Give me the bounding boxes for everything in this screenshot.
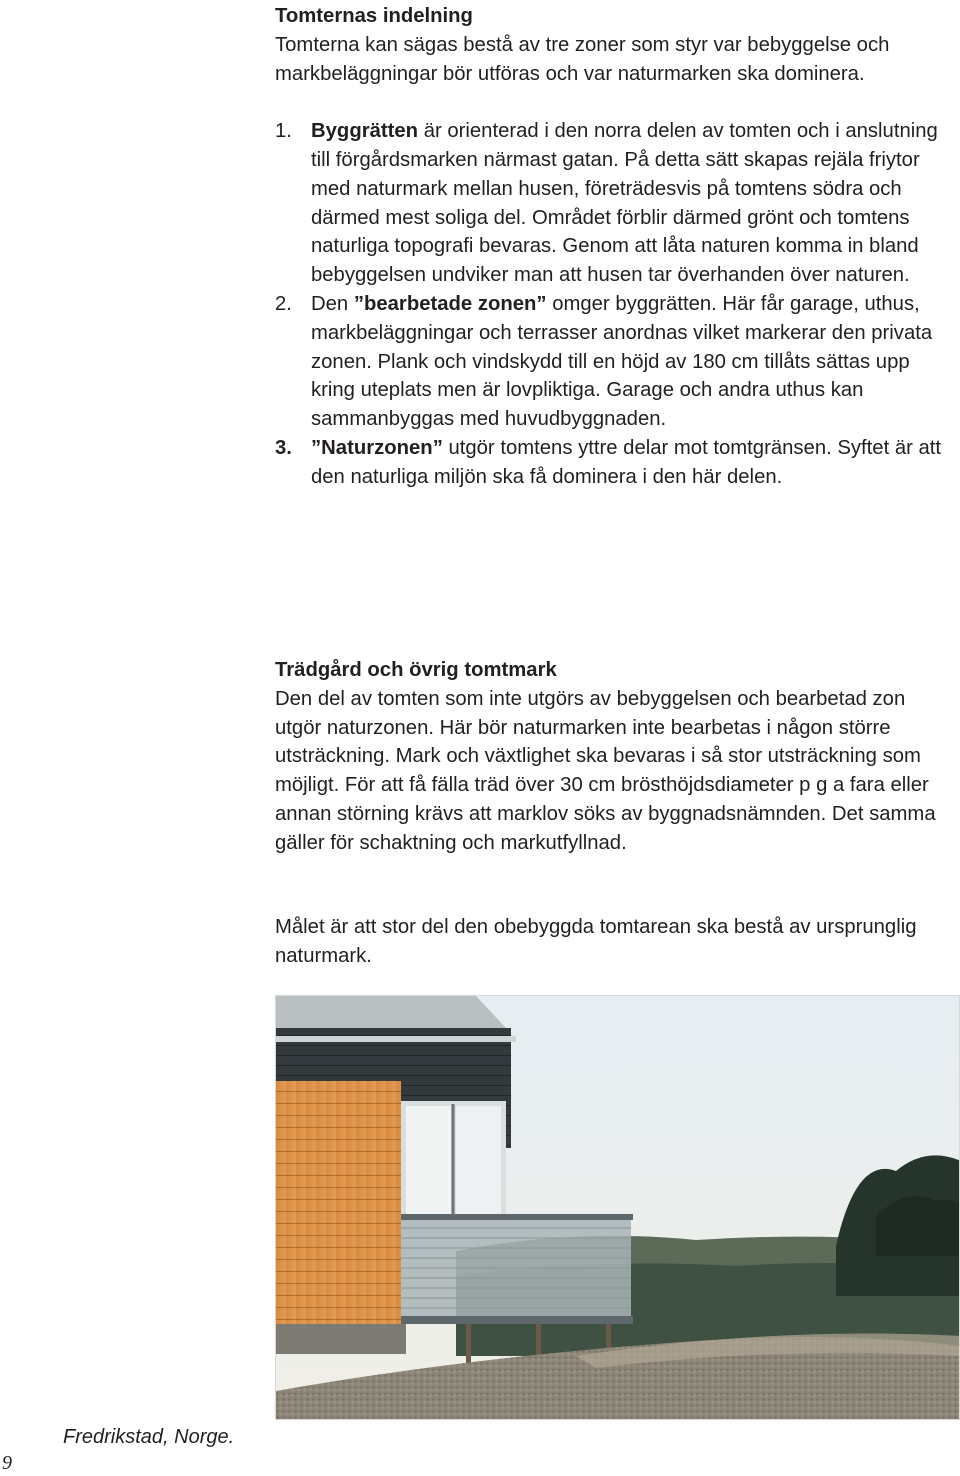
section-garden [275,656,945,858]
zone-prefix: Den [311,292,354,315]
list-number: 1. [275,120,292,143]
section-intro: Tomterna kan sägas bestå av tre zoner som styr var bebyggelse och markbeläggningar bör utföras och var naturmarken ska dominera. [275,33,890,85]
list-item-zone-3 [275,434,945,492]
zone-term: Byggrätten [311,120,419,143]
house-illustration [276,996,960,1420]
zone-description: utgör tomtens yttre delar mot tomtgränsen. Syftet är att den naturliga miljön ska få dominera i den här delen. [311,436,942,488]
zone-description: omger byggrätten. Här får garage, uthus, markbeläggningar och terrasser anordnas vilket markerar den privata zonen. Plank och vindskydd till en höjd av 180 cm tillåts sättas upp kring uteplats men är lovpliktiga. Garage och andra uthus kan sammanbyggas med huvudbyggnaden. [311,292,933,431]
zone-description: är orienterad i den norra delen av tomten och i anslutning till förgårdsmarken närmast gatan. På detta sätt skapas rejäla friytor med naturmark mellan husen, företrädesvis på tomtens södra och därmed mest soliga del. Området förblir därmed grönt och tomtens naturliga topografi bevaras. Genom att låta naturen komma in bland bebyggelsen undviker man att husen tar överhanden över naturen. [311,120,938,287]
zone-list [275,117,945,491]
photo-caption: Fredrikstad, Norge. [63,1426,235,1448]
section-heading-garden: Trädgård och övrig tomtmark [275,659,557,681]
page-number: 9 [2,1452,12,1474]
list-number: 2. [275,292,292,315]
section-zones [275,2,945,492]
house-photo [275,995,960,1420]
section-body-goal: Målet är att stor del den obebyggda tomtarean ska bestå av ursprunglig naturmark. [275,916,917,967]
zone-term: ”bearbetade zonen” [353,292,547,315]
zone-term: ”Naturzonen” [311,436,443,459]
list-number: 3. [275,436,292,459]
section-heading-zones: Tomternas indelning [275,5,473,27]
section-body-garden: Den del av tomten som inte utgörs av bebyggelsen och bearbetad zon utgör naturzonen. Här bör naturmarken inte bearbetas i någon större utsträckning. Mark och växtlighet ska bevaras i så stor utsträckning som möjligt. För att få fälla träd över 30 cm brösthöjdsdiameter p g a fara eller annan störning krävs att marklov söks av byggnadsnämnden. Det samma gäller för schaktning och markutfyllnad. [275,687,936,854]
list-item-zone-2 [275,290,945,434]
list-item-zone-1 [275,117,945,290]
section-goal [275,913,945,971]
